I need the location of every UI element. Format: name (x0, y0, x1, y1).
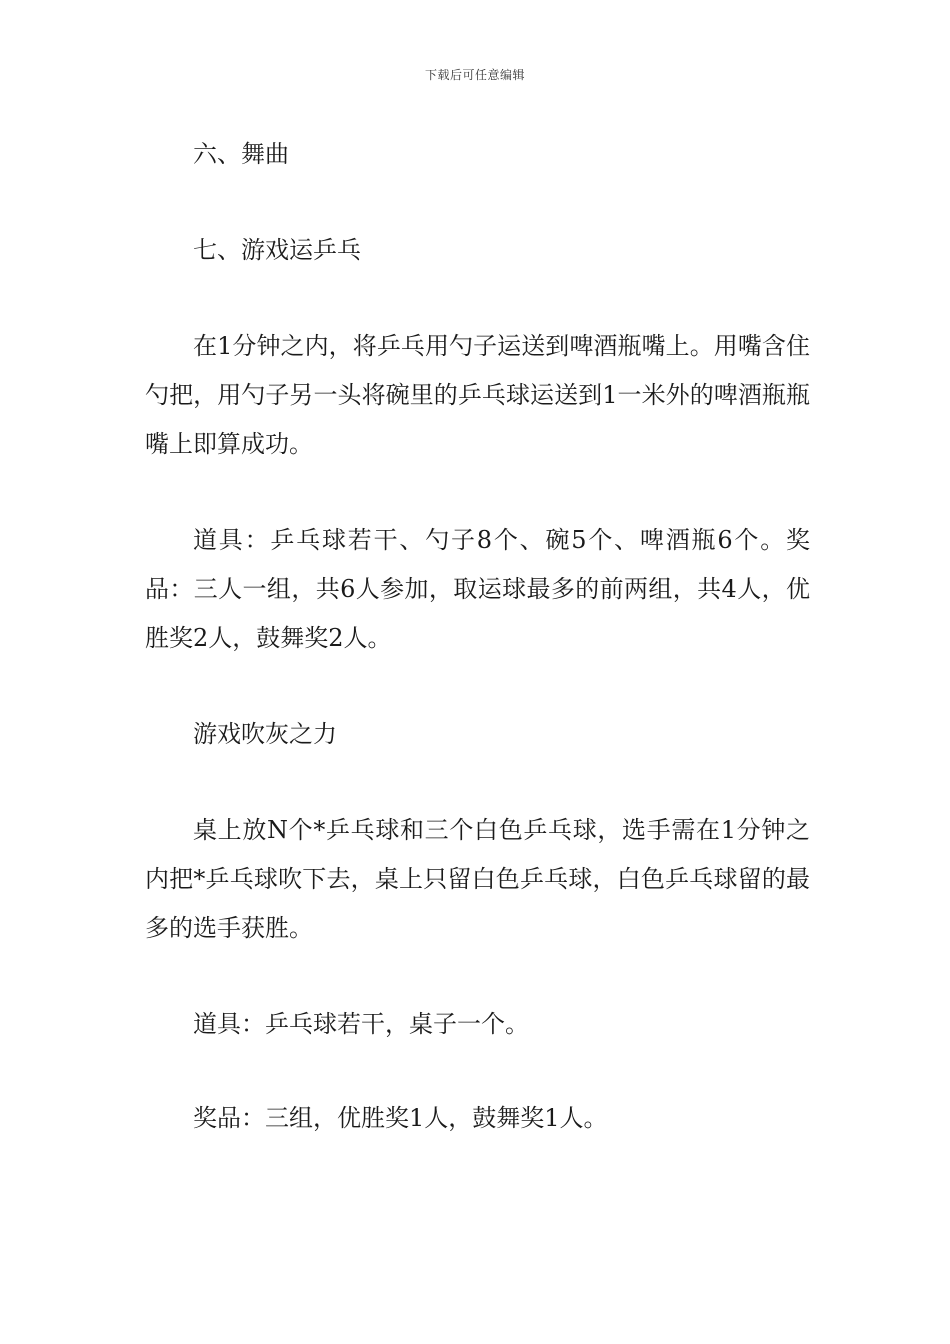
section-heading-pingpong-game: 七、游戏运乒乓 (193, 236, 361, 264)
blow-game-props: 道具：乒乓球若干，桌子一个。 (193, 1010, 529, 1038)
header-note: 下载后可任意编辑 (424, 68, 525, 82)
section-heading-dance: 六、舞曲 (193, 140, 289, 168)
blow-game-prizes: 奖品：三组，优胜奖1人，鼓舞奖1人。 (193, 1104, 608, 1132)
document-body (145, 130, 810, 1143)
blow-game-rules: 桌上放N个*乒乓球和三个白色乒乓球，选手需在1分钟之内把*乒乓球吹下去，桌上只留白色乒乓球，白色乒乓球留的最多的选手获胜。 (145, 816, 810, 942)
pingpong-game-props-prizes: 道具：乒乓球若干、勺子8个、碗5个、啤酒瓶6个。奖品：三人一组，共6人参加，取运球最多的前两组，共4人，优胜奖2人，鼓舞奖2人。 (145, 526, 810, 652)
pingpong-game-rules: 在1分钟之内，将乒乓用勺子运送到啤酒瓶嘴上。用嘴含住勺把，用勺子另一头将碗里的乒乓球运送到1一米外的啤酒瓶瓶嘴上即算成功。 (145, 332, 810, 458)
section-heading-blow-game: 游戏吹灰之力 (193, 720, 337, 748)
